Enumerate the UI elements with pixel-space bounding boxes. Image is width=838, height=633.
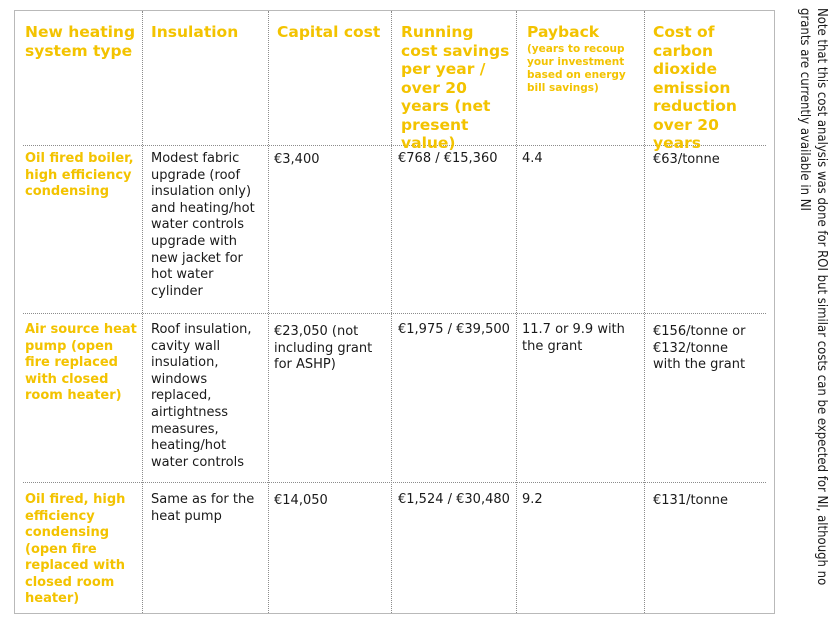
row1-running-cost: €768 / €15,360 bbox=[398, 151, 498, 166]
column-divider bbox=[142, 11, 143, 613]
row2-running-cost: €1,975 / €39,500 bbox=[398, 322, 510, 337]
cost-table bbox=[14, 10, 775, 614]
column-divider bbox=[391, 11, 392, 613]
header-capital-cost: Capital cost bbox=[277, 23, 381, 41]
row-divider bbox=[23, 482, 766, 483]
side-note-text: Note that this cost analysis was done for ROI but similar costs can be expected for NI, although no grants are currently available in NI bbox=[797, 8, 829, 586]
row3-running-cost: €1,524 / €30,480 bbox=[398, 492, 510, 507]
row1-payback: 4.4 bbox=[522, 151, 543, 166]
header-running-cost: Running cost savings per year / over 20 years (net present value) bbox=[401, 23, 510, 152]
row-divider bbox=[23, 313, 766, 314]
row2-payback: 11.7 or 9.9 with the grant bbox=[522, 322, 625, 354]
row3-capital-cost: €14,050 bbox=[274, 493, 328, 508]
row2-system-type: Air source heat pump (open fire replaced with closed room heater) bbox=[25, 322, 137, 403]
column-divider bbox=[268, 11, 269, 613]
header-system-type: New heating system type bbox=[25, 23, 136, 60]
row3-insulation: Same as for the heat pump bbox=[151, 492, 255, 524]
header-payback-subtitle: (years to recoup your investment based on energy bill savings) bbox=[527, 42, 626, 94]
row3-payback: 9.2 bbox=[522, 492, 543, 507]
row1-insulation: Modest fabric upgrade (roof insulation only) and heating/hot water controls upgrade with new jacket for hot water cylinder bbox=[151, 151, 255, 299]
side-note bbox=[792, 8, 830, 608]
header-insulation: Insulation bbox=[151, 23, 239, 41]
header-carbon-cost: Cost of carbon dioxide emission reduction over 20 years bbox=[653, 23, 737, 152]
row2-capital-cost: €23,050 (not including grant for ASHP) bbox=[274, 324, 373, 373]
column-divider bbox=[644, 11, 645, 613]
row2-insulation: Roof insulation, cavity wall insulation, windows replaced, airtightness measures, heating/hot water controls bbox=[151, 322, 252, 470]
row1-system-type: Oil fired boiler, high efficiency condensing bbox=[25, 151, 134, 199]
row3-system-type: Oil fired, high efficiency condensing (open fire replaced with closed room heater) bbox=[25, 492, 126, 606]
row1-capital-cost: €3,400 bbox=[274, 152, 320, 167]
column-divider bbox=[516, 11, 517, 613]
header-payback-cell bbox=[527, 23, 639, 95]
header-payback: Payback bbox=[527, 23, 600, 41]
row3-carbon-cost: €131/tonne bbox=[653, 493, 728, 508]
row2-carbon-cost: €156/tonne or €132/tonne with the grant bbox=[653, 324, 746, 373]
row1-carbon-cost: €63/tonne bbox=[653, 152, 720, 167]
